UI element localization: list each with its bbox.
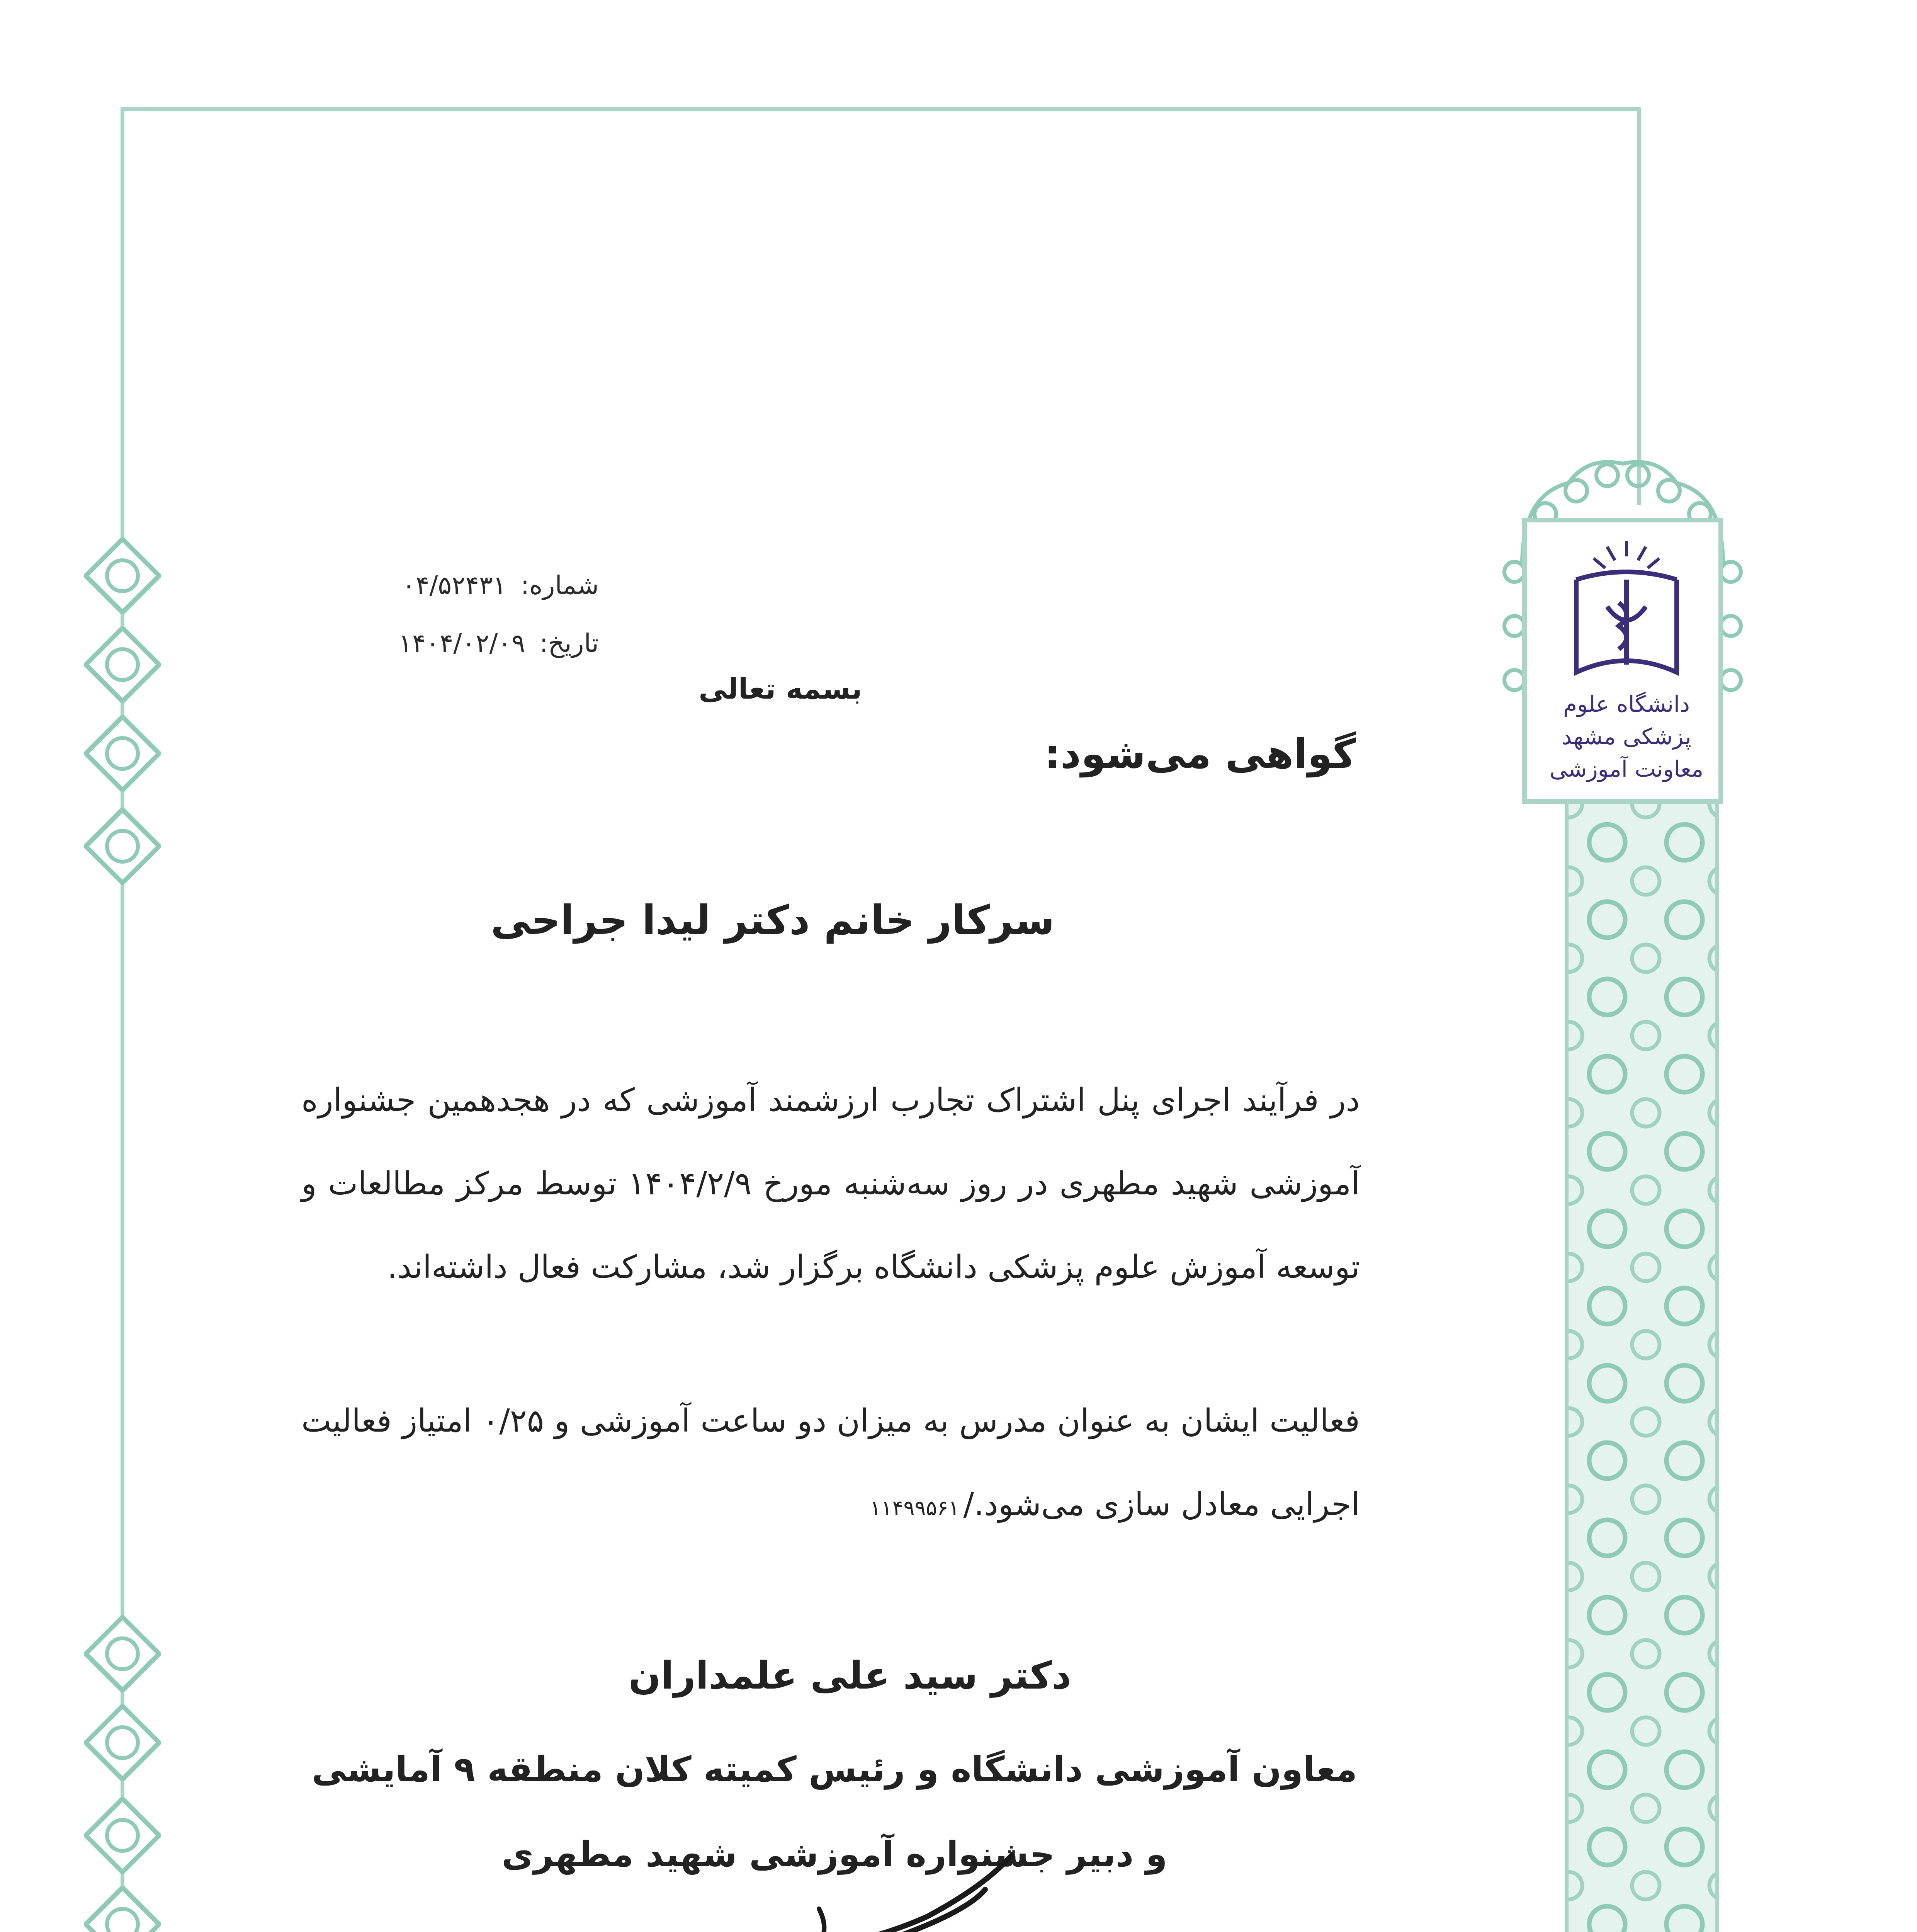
diamond-ornament-icon [84,626,161,703]
emblem-caption-line1: دانشگاه علوم پزشکی مشهد [1562,691,1691,750]
signatory-title-line2: و دبیر جشنواره آموزشی شهید مطهری [501,1834,1168,1875]
letter-date-value: ۱۴۰۴/۰۲/۰۹ [398,628,525,658]
handwritten-signature [502,1839,1082,1932]
diamond-ornament-icon [84,808,161,885]
diamond-ornament-icon [84,1704,161,1781]
letter-number-value: ۰۴/۵۲۴۳۱ [402,570,506,600]
university-logo-icon [1561,533,1692,688]
letter-date-label: تاریخ: [539,628,599,658]
body-paragraph-2 [301,1379,1360,1550]
letter-number [348,568,599,603]
frame-right-border [1637,107,1641,505]
signatory-name: دکتر سید علی علمداران [628,1654,1072,1698]
frame-top-border [121,107,1641,111]
body-paragraph-2-text: فعالیت ایشان به عنوان مدرس به میزان دو ساعت آموزشی و ۰/۲۵ امتیاز فعالیت اجرایی معادل سازی می‌شود./ [301,1403,1360,1523]
diamond-ornament-icon [84,1797,161,1874]
diamond-ornament-icon [84,1615,161,1692]
diamond-ornament-icon [84,715,161,792]
recipient-name: سرکار خانم دکتر لیدا جراحی [491,896,1055,944]
signatory-title-line1: معاون آموزشی دانشگاه و رئیس کمیته کلان منطقه ۹ آمایشی [311,1749,1358,1790]
letter-date [348,626,599,661]
body-paragraph-1: در فرآیند اجرای پنل اشتراک تجارب ارزشمند آموزشی که در هجدهمین جشنواره آموزشی شهید مطهری در روز سه‌شنبه مورخ ۱۴۰۴/۲/۹ توسط مرکز مطالعات و توسعه آموزش علوم پزشکی دانشگاه برگزار شد، مشارکت فعال داشته‌اند. [301,1082,1360,1286]
emblem-caption-line2: معاونت آموزشی [1549,756,1704,782]
certifies-heading: گواهی می‌شود: [1044,730,1356,777]
basmala-heading: بسمه تعالی [698,672,862,706]
diamond-ornament-icon [84,537,161,614]
reference-code: ۱۱۴۹۹۵۶۱ [870,1496,960,1520]
letter-number-label: شماره: [520,570,599,600]
diamond-ornament-icon [84,1886,161,1932]
decorative-pattern-column [1565,804,1719,1932]
emblem-caption [1541,688,1711,785]
